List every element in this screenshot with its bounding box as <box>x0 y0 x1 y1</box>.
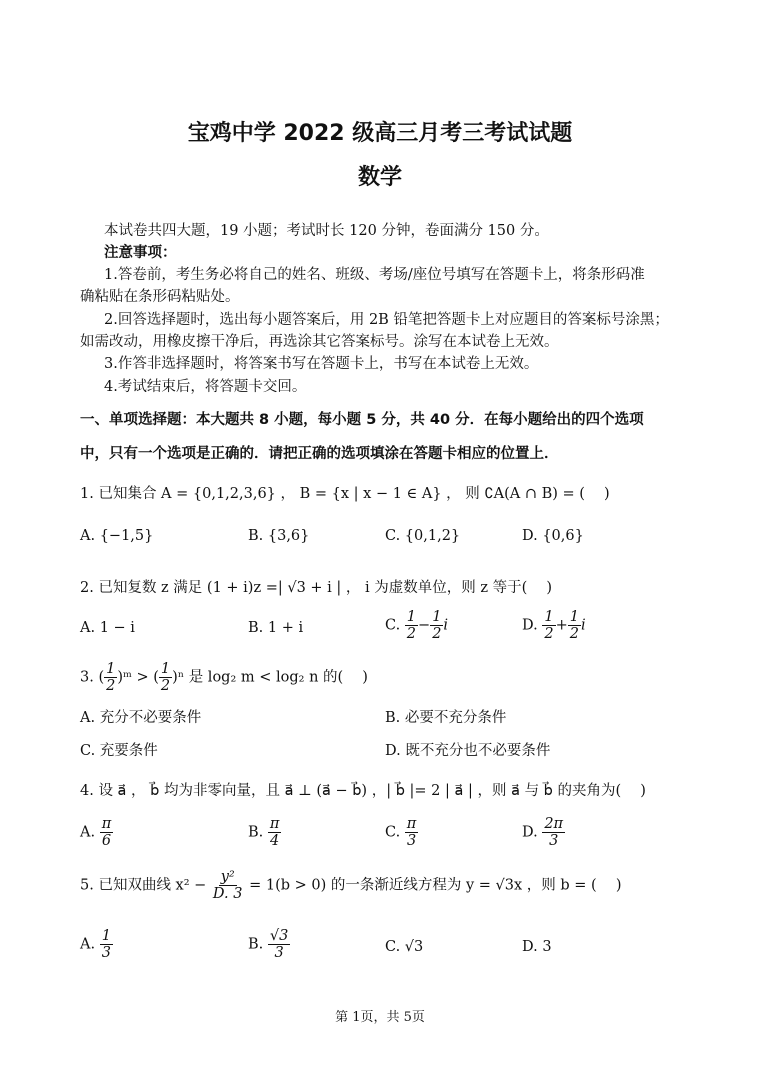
q5-a-num: 1 <box>101 928 111 944</box>
q3-option-a: A. 充分不必要条件 <box>80 710 202 726</box>
q5-num: y² <box>220 869 235 885</box>
q3-num2: 1 <box>160 661 171 677</box>
exam-title: 宝鸡中学 2022 级高三月考三考试试题 <box>187 121 573 146</box>
notice-2a: 2.回答选择题时，选出每小题答案后，用 2B 铅笔把答题卡上对应题目的答案标号涂黑； <box>104 312 669 328</box>
page-footer: 第 1页，共 5页 <box>335 1010 425 1025</box>
q5-b-den: 3 <box>274 945 284 961</box>
q2-d-num1: 1 <box>544 609 554 625</box>
q2-c-num2: 1 <box>432 609 442 625</box>
q2-option-c <box>385 609 448 642</box>
q5-option-c: C. √3 <box>385 939 424 955</box>
q4-c-den: 3 <box>406 833 417 849</box>
q3-pre: 3. ( <box>80 669 105 686</box>
q3-mid: )ᵐ > ( <box>117 669 159 686</box>
q4-d-label: D. <box>522 824 538 841</box>
q2-c-den1: 2 <box>406 626 417 642</box>
q5-post: = 1(b > 0) 的一条渐近线方程为 y = √3x ，则 b = ( ) <box>249 877 622 894</box>
question-1-stem: 1. 已知集合 A = {0,1,2,3,6} ， B = {x | x − 1 ∈ A} ， 则 ∁A(A ∩ B) = ( ) <box>80 486 610 502</box>
q5-option-b <box>248 928 290 961</box>
q2-d-op: + <box>555 617 568 634</box>
q5-pre: 5. 已知双曲线 x² − <box>80 877 207 894</box>
q4-a-num: π <box>101 816 112 832</box>
notice-title: 注意事项： <box>104 245 177 261</box>
q3-den1: 2 <box>106 678 116 694</box>
q5-b-num: √3 <box>269 928 289 944</box>
q2-d-frac1 <box>542 609 555 642</box>
q4-option-c <box>385 816 418 849</box>
q2-d-den1: 2 <box>544 626 554 642</box>
q2-c-i: i <box>443 617 449 634</box>
q4-a-frac <box>100 816 114 849</box>
q4-b-frac <box>268 816 282 849</box>
notice-2b: 如需改动，用橡皮擦干净后，再选涂其它答案标号。涂写在本试卷上无效。 <box>80 334 559 350</box>
q4-b-num: π <box>269 816 280 832</box>
q4-option-d <box>522 816 565 849</box>
q3-den2: 2 <box>160 678 171 694</box>
q2-c-frac1 <box>405 609 418 642</box>
section-heading-line1: 一、单项选择题：本大题共 8 小题，每小题 5 分，共 40 分．在每小题给出的四个选项 <box>80 412 644 428</box>
q2-c-num1: 1 <box>406 609 417 625</box>
q4-d-frac <box>542 816 565 849</box>
q2-c-den2: 2 <box>432 626 442 642</box>
q4-option-a <box>80 816 113 849</box>
notice-1a: 1.答卷前，考生务必将自己的姓名、班级、考场/座位号填写在答题卡上，将条形码准 <box>104 267 645 283</box>
q2-c-op: − <box>418 617 431 634</box>
question-2-stem: 2. 已知复数 z 满足 (1 + i)z =| √3 + i | ， i 为虚数单位，则 z 等于( ) <box>80 580 553 596</box>
q2-c-label: C. <box>385 617 401 634</box>
section-heading-line2: 中，只有一个选项是正确的．请把正确的选项填涂在答题卡相应的位置上． <box>80 446 559 462</box>
q2-d-num2: 1 <box>569 609 579 625</box>
question-4-stem: 4. 设 a⃗ ， b⃗ 均为非零向量，且 a⃗ ⊥ (a⃗ − b⃗) ，| b⃗ |= 2 | a⃗ | ，则 a⃗ 与 b⃗ 的夹角为( ) <box>80 783 646 799</box>
q4-b-label: B. <box>248 824 264 841</box>
q4-c-num: π <box>406 816 417 832</box>
q5-a-label: A. <box>80 936 96 953</box>
q5-a-frac <box>100 928 113 961</box>
q4-option-b <box>248 816 281 849</box>
q4-a-label: A. <box>80 824 96 841</box>
q5-b-frac <box>268 928 290 961</box>
q5-option-d: D. 3 <box>522 939 552 955</box>
q2-option-a: A. 1 − i <box>80 620 135 636</box>
q1-option-d: D. {0,6} <box>522 528 584 544</box>
q4-c-frac <box>405 816 419 849</box>
notice-4: 4.考试结束后，将答题卡交回。 <box>104 379 307 395</box>
q2-d-label: D. <box>522 617 538 634</box>
q2-d-den2: 2 <box>569 626 579 642</box>
q3-frac1 <box>104 661 117 694</box>
q5-den: D. 3 <box>212 886 243 902</box>
q2-option-d <box>522 609 586 642</box>
q1-option-a: A. {−1,5} <box>80 528 154 544</box>
q4-a-den: 6 <box>101 833 112 849</box>
question-5-stem <box>80 869 621 902</box>
q2-d-frac2 <box>568 609 581 642</box>
notice-3: 3.作答非选择题时，将答案书写在答题卡上，书写在本试卷上无效。 <box>104 356 539 372</box>
q2-c-frac2 <box>430 609 443 642</box>
q5-a-den: 3 <box>101 945 111 961</box>
q4-d-den: 3 <box>549 833 559 849</box>
q2-d-i: i <box>580 617 586 634</box>
q4-b-den: 4 <box>270 833 280 849</box>
q3-frac2 <box>159 661 172 694</box>
q5-b-label: B. <box>248 936 264 953</box>
q5-frac <box>211 869 245 902</box>
q3-option-b: B. 必要不充分条件 <box>385 710 507 726</box>
q4-d-num: 2π <box>544 816 564 832</box>
q4-c-label: C. <box>385 824 401 841</box>
subject-title: 数学 <box>357 165 402 190</box>
q5-option-a <box>80 928 113 961</box>
q3-option-d: D. 既不充分也不必要条件 <box>385 743 551 759</box>
q3-num1: 1 <box>106 661 116 677</box>
exam-info: 本试卷共四大题，19 小题；考试时长 120 分钟，卷面满分 150 分。 <box>104 223 549 239</box>
q3-post: )ⁿ 是 log₂ m < log₂ n 的( ) <box>172 669 368 686</box>
notice-1b: 确粘贴在条形码粘贴处。 <box>80 289 240 305</box>
q1-option-b: B. {3,6} <box>248 528 310 544</box>
question-3-stem <box>80 661 368 694</box>
q1-option-c: C. {0,1,2} <box>385 528 461 544</box>
q2-option-b: B. 1 + i <box>248 620 304 636</box>
q3-option-c: C. 充要条件 <box>80 743 158 759</box>
